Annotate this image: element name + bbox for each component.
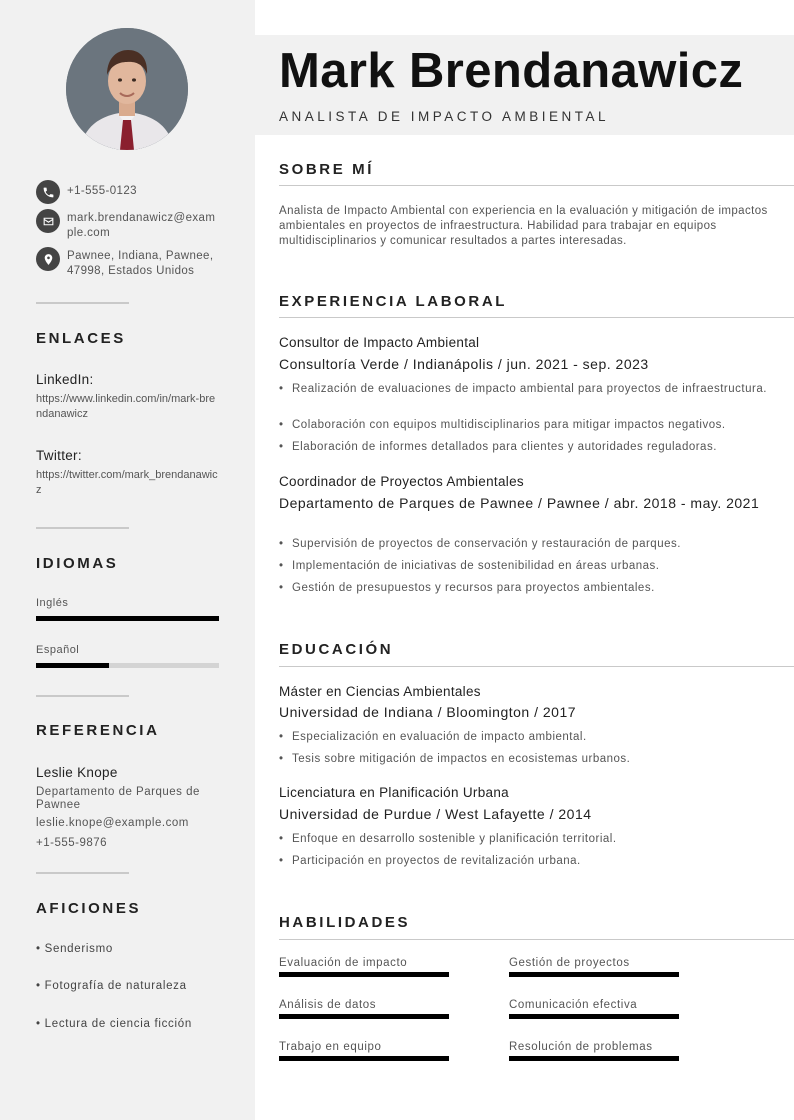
degree-bullet: • Especialización en evaluación de impacto ambiental. (279, 730, 779, 745)
language-name: Español (36, 644, 80, 656)
sidebar-divider (36, 695, 129, 697)
skill-level-bar (509, 1014, 679, 1019)
hobby-item: • Fotografía de naturaleza (36, 980, 187, 992)
skill-level-fill (279, 1014, 449, 1019)
email-text[interactable]: mark.brendanawicz@example.com (67, 212, 216, 239)
skill-name: Gestión de proyectos (509, 957, 630, 969)
job-title: ANALISTA DE IMPACTO AMBIENTAL (279, 109, 610, 124)
contact-phone (36, 180, 219, 204)
job-title-entry: Coordinador de Proyectos Ambientales (279, 474, 524, 489)
reference-phone: +1-555-9876 (36, 837, 108, 849)
about-heading: SOBRE MÍ (279, 161, 374, 178)
linkedin-link[interactable]: https://www.linkedin.com/in/mark-brendanawicz (36, 393, 216, 420)
profile-photo (66, 28, 188, 150)
skill-item (509, 957, 679, 977)
language-level-fill (36, 663, 109, 668)
job-company-dates: Consultoría Verde / Indianápolis / jun. 2021 - sep. 2023 (279, 356, 649, 372)
skill-item (279, 999, 449, 1019)
degree-title: Licenciatura en Planificación Urbana (279, 785, 509, 800)
skill-name: Trabajo en equipo (279, 1041, 382, 1053)
skill-level-bar (279, 972, 449, 977)
phone-icon (36, 180, 60, 204)
skill-name: Resolución de problemas (509, 1041, 653, 1053)
skill-level-bar (509, 1056, 679, 1061)
address-text: Pawnee, Indiana, Pawnee, 47998, Estados Unidos (67, 250, 214, 277)
sidebar-divider (36, 872, 129, 874)
main-content (255, 0, 794, 1120)
linkedin-label: LinkedIn: (36, 372, 94, 387)
languages-heading: IDIOMAS (36, 555, 119, 572)
skill-level-fill (509, 972, 679, 977)
degree-bullet: • Participación en proyectos de revitalización urbana. (279, 854, 779, 869)
twitter-label: Twitter: (36, 448, 82, 463)
contact-address (36, 247, 219, 279)
degree-school: Universidad de Indiana / Bloomington / 2017 (279, 704, 577, 720)
hobby-item: • Lectura de ciencia ficción (36, 1018, 192, 1030)
location-pin-icon (36, 247, 60, 271)
sidebar-divider (36, 302, 129, 304)
hobby-item: • Senderismo (36, 943, 113, 955)
skill-item (509, 999, 679, 1019)
skill-item (279, 1041, 449, 1061)
skills-heading: HABILIDADES (279, 914, 411, 931)
hobbies-heading: AFICIONES (36, 900, 142, 917)
job-title-entry: Consultor de Impacto Ambiental (279, 335, 480, 350)
sidebar (0, 0, 255, 1120)
skill-name: Comunicación efectiva (509, 999, 638, 1011)
skill-level-fill (509, 1014, 679, 1019)
degree-school: Universidad de Purdue / West Lafayette / 2014 (279, 806, 592, 822)
skill-name: Análisis de datos (279, 999, 377, 1011)
job-bullet: • Realización de evaluaciones de impacto ambiental para proyectos de infraestructura. (279, 382, 779, 397)
language-name: Inglés (36, 597, 69, 609)
job-bullet: • Elaboración de informes detallados para clientes y autoridades reguladoras. (279, 440, 779, 455)
degree-title: Máster en Ciencias Ambientales (279, 684, 481, 699)
section-rule (279, 939, 794, 940)
section-rule (279, 666, 794, 667)
phone-text: +1-555-0123 (67, 185, 137, 197)
skill-item (279, 957, 449, 977)
skill-level-bar (509, 972, 679, 977)
person-name: Mark Brendanawicz (279, 44, 744, 98)
section-rule (279, 185, 794, 186)
job-bullet: • Colaboración con equipos multidisciplinarios para mitigar impactos negativos. (279, 418, 779, 433)
language-level-fill (36, 616, 219, 621)
contact-email (36, 209, 219, 241)
job-company-dates: Departamento de Parques de Pawnee / Pawnee / abr. 2018 - may. 2021 (279, 495, 760, 511)
degree-bullet: • Enfoque en desarrollo sostenible y planificación territorial. (279, 832, 779, 847)
reference-org: Departamento de Parques de Pawnee (36, 786, 200, 811)
degree-bullet: • Tesis sobre mitigación de impactos en ecosistemas urbanos. (279, 752, 779, 767)
reference-name: Leslie Knope (36, 765, 118, 780)
skill-name: Evaluación de impacto (279, 957, 408, 969)
reference-email[interactable]: leslie.knope@example.com (36, 817, 189, 829)
links-heading: ENLACES (36, 330, 126, 347)
skill-level-fill (509, 1056, 679, 1061)
about-text: Analista de Impacto Ambiental con experiencia en la evaluación y mitigación de impactos ambientales en proyectos de infraestructura. Habilidad para trabajar en equipos multidisciplinarios y comunicar resultados a partes interesadas. (279, 205, 768, 247)
job-bullet: • Supervisión de proyectos de conservación y restauración de parques. (279, 537, 779, 552)
reference-heading: REFERENCIA (36, 722, 160, 739)
language-level-bar (36, 663, 219, 668)
skill-level-fill (279, 972, 449, 977)
skill-level-bar (279, 1014, 449, 1019)
skill-level-fill (279, 1056, 449, 1061)
education-heading: EDUCACIÓN (279, 641, 394, 658)
skill-item (509, 1041, 679, 1061)
language-level-bar (36, 616, 219, 621)
job-bullet: • Gestión de presupuestos y recursos para proyectos ambientales. (279, 581, 779, 596)
section-rule (279, 317, 794, 318)
skill-level-bar (279, 1056, 449, 1061)
experience-heading: EXPERIENCIA LABORAL (279, 293, 508, 310)
job-bullet: • Implementación de iniciativas de sostenibilidad en áreas urbanas. (279, 559, 779, 574)
twitter-link[interactable]: https://twitter.com/mark_brendanawicz (36, 469, 218, 496)
email-icon (36, 209, 60, 233)
sidebar-divider (36, 527, 129, 529)
